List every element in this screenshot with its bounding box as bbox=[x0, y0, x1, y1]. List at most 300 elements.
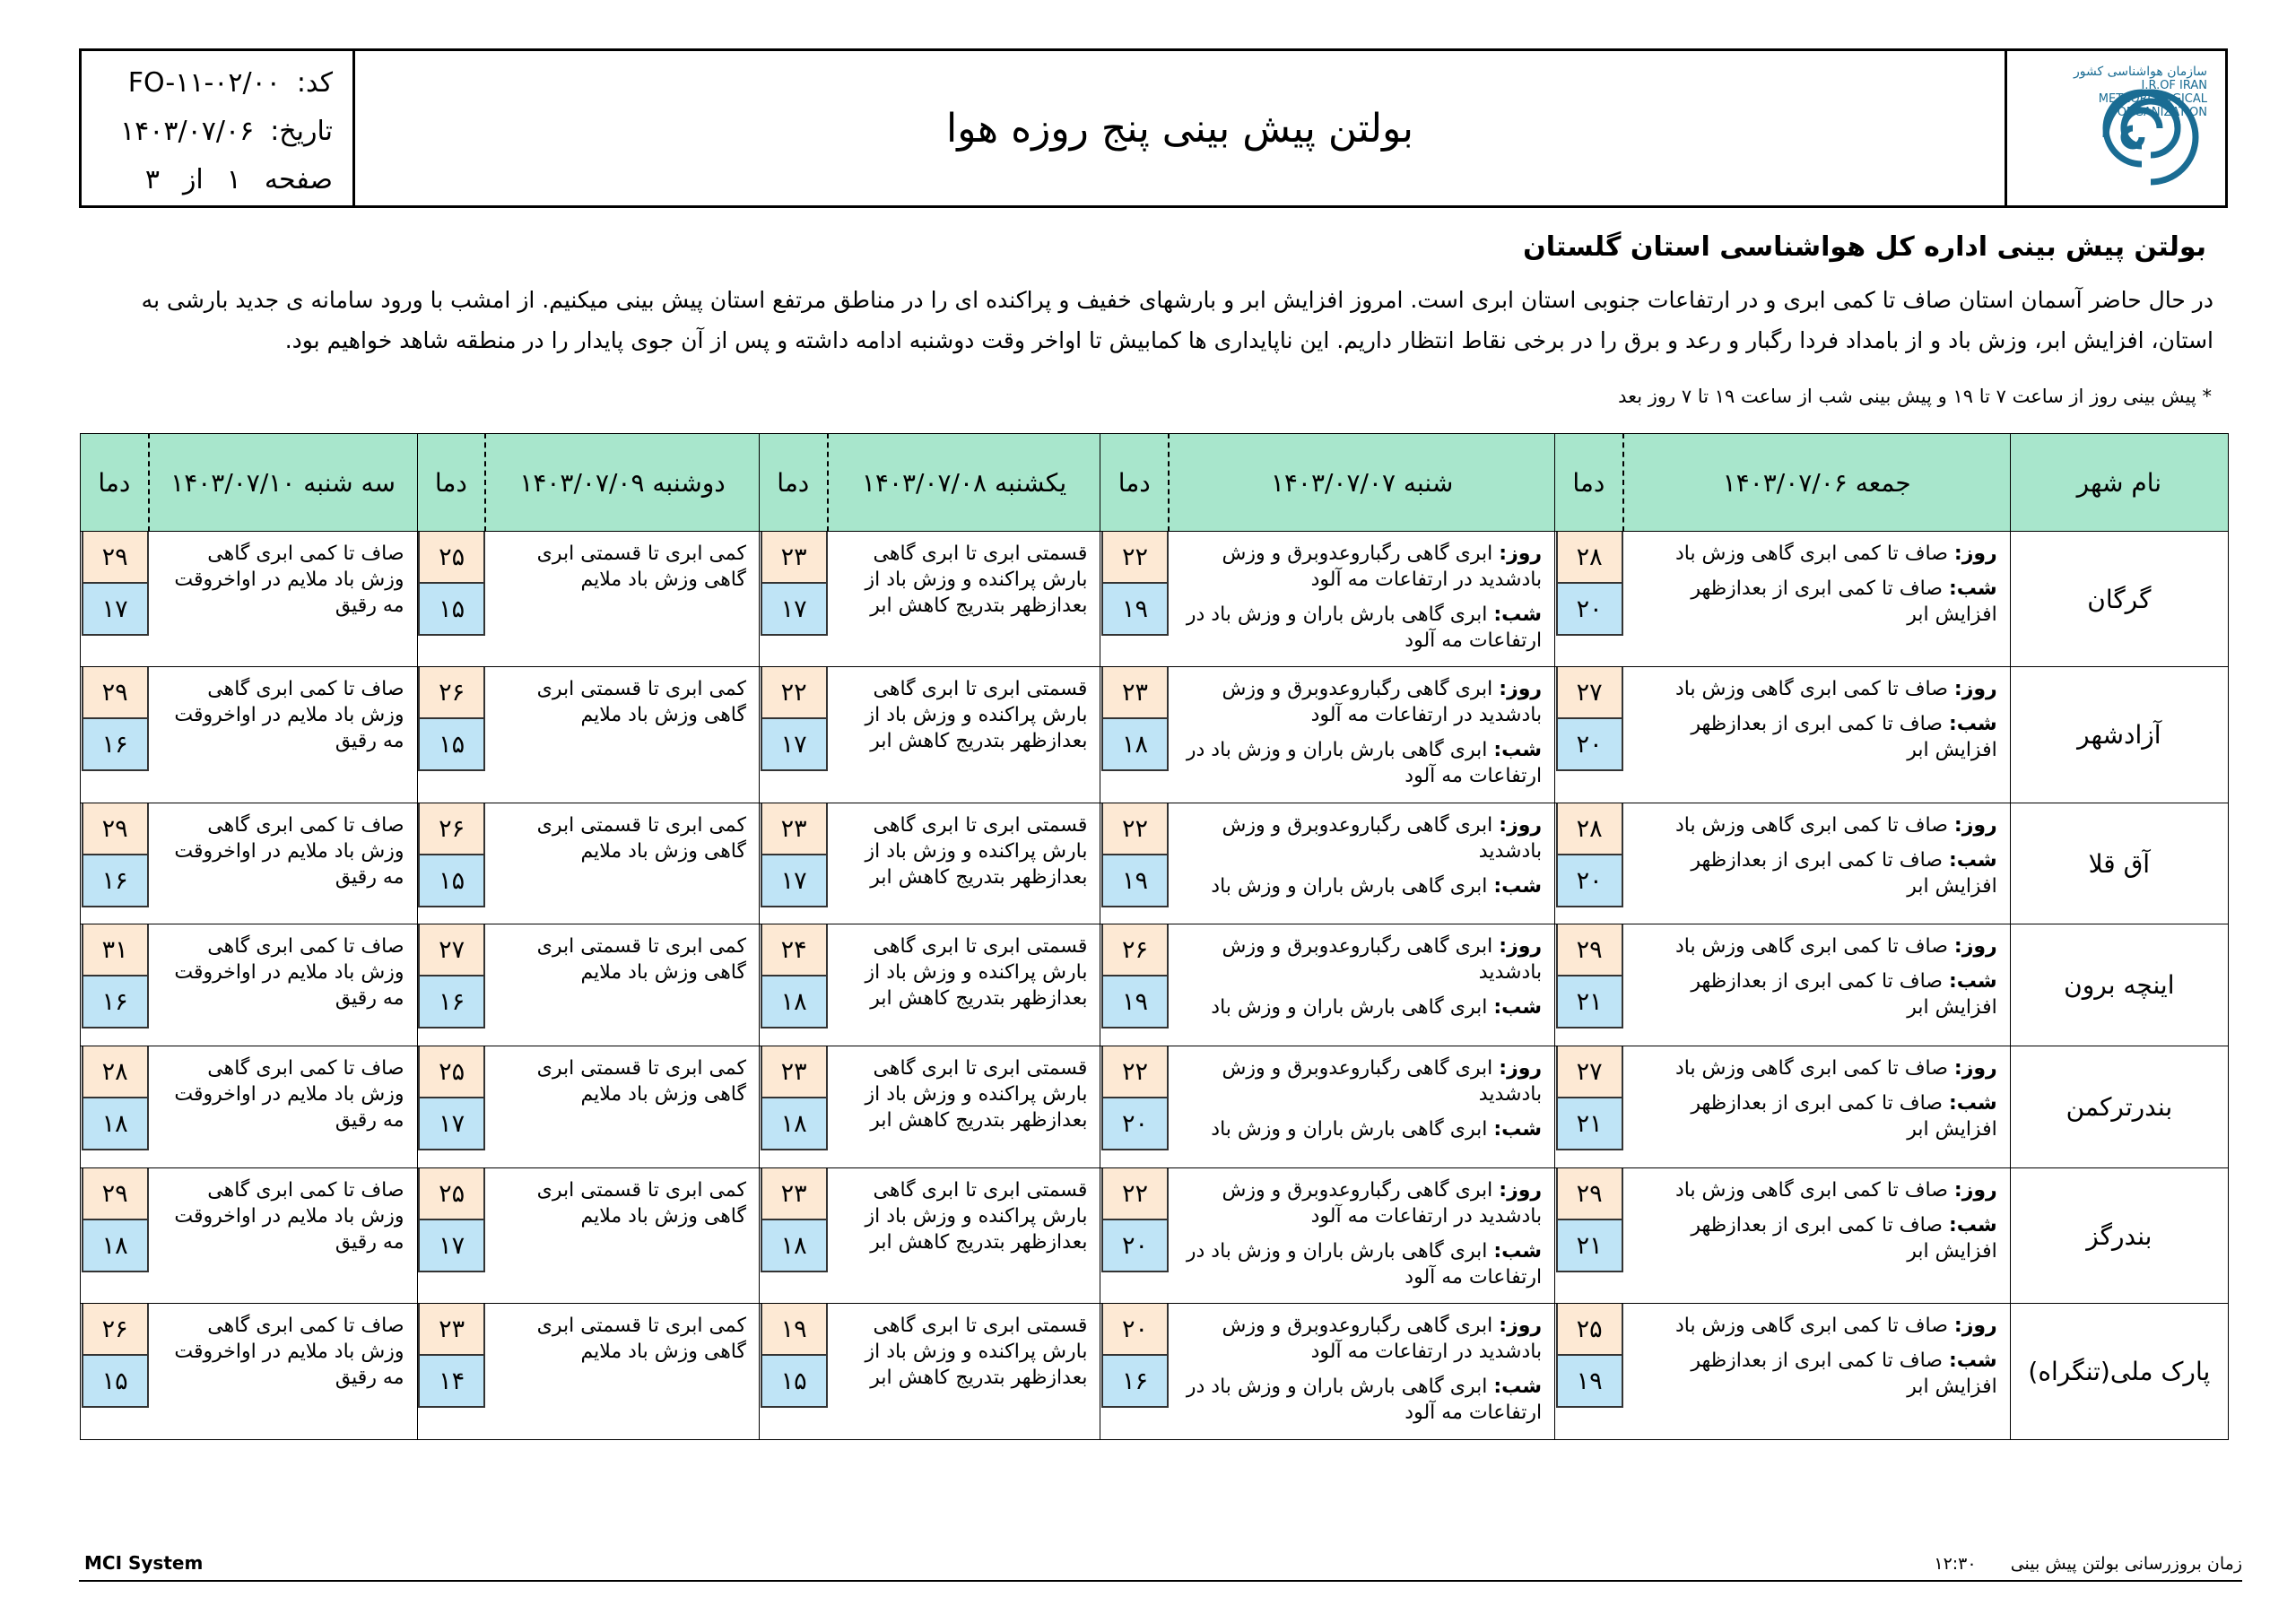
temperature-pair bbox=[418, 1046, 485, 1150]
temperature-cell bbox=[81, 532, 149, 667]
city-name: بندرترکمن bbox=[2010, 1046, 2228, 1168]
max-temperature: ۲۷ bbox=[1556, 1046, 1623, 1098]
night-text: صاف تا کمی ابری از بعدازظهر افزایش ابر bbox=[1691, 970, 1997, 1019]
temperature-pair bbox=[82, 667, 149, 771]
max-temperature: ۲۶ bbox=[418, 667, 485, 719]
min-temperature: ۱۸ bbox=[82, 1098, 149, 1150]
day-label: روز: bbox=[1499, 1179, 1543, 1202]
day-forecast bbox=[1634, 1313, 1997, 1339]
table-row bbox=[81, 1304, 2229, 1440]
code-row bbox=[128, 67, 333, 99]
temperature-pair bbox=[82, 1168, 149, 1272]
max-temperature: ۳۱ bbox=[82, 924, 149, 976]
max-temperature: ۲۳ bbox=[761, 1168, 828, 1220]
night-text: ابری گاهی بارش باران و وزش باد در ارتفاعات مه آلود bbox=[1186, 603, 1543, 652]
min-temperature: ۱۵ bbox=[761, 1356, 828, 1408]
max-temperature: ۲۷ bbox=[418, 924, 485, 976]
temperature-pair bbox=[1101, 924, 1169, 1028]
day-text: صاف تا کمی ابری گاهی وزش باد bbox=[1674, 935, 1948, 958]
temperature-cell bbox=[1100, 532, 1169, 667]
temperature-cell bbox=[1100, 1304, 1169, 1440]
max-temperature: ۲۸ bbox=[1556, 803, 1623, 855]
day-label: روز: bbox=[1499, 1315, 1543, 1337]
day-column-header: جمعه ۱۴۰۳/۰۷/۰۶ bbox=[1623, 434, 2011, 532]
temperature-cell bbox=[81, 1046, 149, 1168]
min-temperature: ۲۰ bbox=[1556, 719, 1623, 771]
temperature-pair bbox=[1556, 803, 1623, 907]
forecast-description bbox=[485, 803, 759, 924]
day-text: ابری گاهی رگباروعدوبرق و وزش بادشدید bbox=[1222, 935, 1543, 984]
night-label: شب: bbox=[1493, 996, 1543, 1019]
logo-text-en2: METEOROLOGICAL bbox=[2098, 92, 2207, 106]
max-temperature: ۱۹ bbox=[761, 1304, 828, 1356]
min-temperature: ۲۱ bbox=[1556, 1098, 1623, 1150]
date-label: تاریخ: bbox=[270, 116, 333, 147]
night-forecast bbox=[1179, 873, 1542, 899]
day-forecast bbox=[1179, 541, 1542, 593]
temperature-pair bbox=[418, 667, 485, 771]
max-temperature: ۲۷ bbox=[1556, 667, 1623, 719]
temperature-cell bbox=[759, 667, 827, 803]
day-text: صاف تا کمی ابری گاهی وزش باد bbox=[1674, 678, 1948, 700]
day-label: روز: bbox=[1953, 1057, 1997, 1080]
forecast-description bbox=[149, 1046, 417, 1168]
day-forecast bbox=[1179, 1313, 1542, 1365]
forecast-text: کمی ابری تا قسمتی ابری گاهی وزش باد ملایم bbox=[536, 1315, 746, 1363]
day-text: ابری گاهی رگباروعدوبرق و وزش بادشدید bbox=[1222, 814, 1543, 863]
max-temperature: ۲۳ bbox=[761, 803, 828, 855]
forecast-text: قسمتی ابری تا ابری گاهی بارش پراکنده و وزش باد از بعدازظهر بتدریج کاهش ابر bbox=[865, 1315, 1088, 1389]
temperature-pair bbox=[1101, 1168, 1169, 1272]
temperature-pair bbox=[1101, 667, 1169, 771]
forecast-text: قسمتی ابری تا ابری گاهی بارش پراکنده و وزش باد از بعدازظهر بتدریج کاهش ابر bbox=[865, 1179, 1088, 1254]
max-temperature: ۲۳ bbox=[761, 532, 828, 584]
page-number: ۱ bbox=[226, 164, 241, 195]
min-temperature: ۱۷ bbox=[761, 584, 828, 636]
temperature-pair bbox=[1101, 1046, 1169, 1150]
min-temperature: ۲۰ bbox=[1101, 1098, 1169, 1150]
temp-column-header: دما bbox=[1100, 434, 1169, 532]
min-temperature: ۱۵ bbox=[418, 584, 485, 636]
day-label: روز: bbox=[1499, 814, 1543, 837]
temperature-pair bbox=[761, 667, 828, 771]
temperature-cell bbox=[1100, 667, 1169, 803]
min-temperature: ۱۸ bbox=[761, 1220, 828, 1272]
bulletin-header bbox=[79, 48, 2228, 208]
max-temperature: ۲۶ bbox=[82, 1304, 149, 1356]
temperature-cell bbox=[417, 1304, 485, 1440]
day-forecast bbox=[1634, 933, 1997, 959]
min-temperature: ۱۷ bbox=[418, 1098, 485, 1150]
temperature-pair bbox=[761, 1046, 828, 1150]
forecast-description bbox=[149, 803, 417, 924]
temperature-cell bbox=[1555, 532, 1623, 667]
temp-column-header: دما bbox=[81, 434, 149, 532]
city-name: آق قلا bbox=[2010, 803, 2228, 924]
night-label: شب: bbox=[1493, 875, 1543, 898]
night-forecast bbox=[1634, 711, 1997, 763]
code-value: FO-۱۱-۰۲/۰۰ bbox=[127, 67, 281, 99]
min-temperature: ۱۸ bbox=[761, 976, 828, 1028]
max-temperature: ۲۲ bbox=[1101, 532, 1169, 584]
city-name: پارک ملی(تنگراه) bbox=[2010, 1304, 2228, 1440]
code-label: کد: bbox=[296, 67, 333, 99]
max-temperature: ۲۵ bbox=[418, 1168, 485, 1220]
min-temperature: ۱۷ bbox=[761, 855, 828, 907]
max-temperature: ۲۲ bbox=[761, 667, 828, 719]
day-label: روز: bbox=[1953, 1315, 1997, 1337]
date-row bbox=[120, 116, 333, 147]
night-label: شب: bbox=[1493, 603, 1543, 626]
day-column-header: سه شنبه ۱۴۰۳/۰۷/۱۰ bbox=[149, 434, 417, 532]
table-row bbox=[81, 532, 2229, 667]
night-text: ابری گاهی بارش باران و وزش باد در ارتفاعات مه آلود bbox=[1186, 739, 1543, 787]
forecast-description bbox=[828, 667, 1100, 803]
forecast-text: قسمتی ابری تا ابری گاهی بارش پراکنده و وزش باد از بعدازظهر بتدریج کاهش ابر bbox=[865, 935, 1088, 1010]
night-label: شب: bbox=[1948, 713, 1997, 735]
table-row bbox=[81, 1046, 2229, 1168]
temperature-pair bbox=[1101, 803, 1169, 907]
night-text: صاف تا کمی ابری از بعدازظهر افزایش ابر bbox=[1691, 849, 1997, 898]
min-temperature: ۱۸ bbox=[761, 1098, 828, 1150]
min-temperature: ۲۰ bbox=[1101, 1220, 1169, 1272]
max-temperature: ۲۲ bbox=[1101, 803, 1169, 855]
temperature-pair bbox=[1556, 667, 1623, 771]
day-text: ابری گاهی رگباروعدوبرق و وزش بادشدید در ارتفاعات مه آلود bbox=[1222, 542, 1543, 591]
day-text: صاف تا کمی ابری گاهی وزش باد bbox=[1674, 542, 1948, 565]
logo-text bbox=[2050, 65, 2207, 119]
day-text: ابری گاهی رگباروعدوبرق و وزش بادشدید bbox=[1222, 1057, 1543, 1106]
max-temperature: ۲۶ bbox=[1101, 924, 1169, 976]
day-label: روز: bbox=[1953, 1179, 1997, 1202]
day-forecast bbox=[1634, 1055, 1997, 1081]
night-text: ابری گاهی بارش باران و وزش باد در ارتفاعات مه آلود bbox=[1186, 1376, 1543, 1424]
min-temperature: ۱۶ bbox=[82, 976, 149, 1028]
forecast-description bbox=[828, 1304, 1100, 1440]
day-column-header: دوشنبه ۱۴۰۳/۰۷/۰۹ bbox=[485, 434, 759, 532]
night-text: صاف تا کمی ابری از بعدازظهر افزایش ابر bbox=[1691, 577, 1997, 626]
forecast-description bbox=[828, 924, 1100, 1046]
date-value: ۱۴۰۳/۰۷/۰۶ bbox=[120, 116, 255, 147]
max-temperature: ۲۳ bbox=[418, 1304, 485, 1356]
temperature-pair bbox=[1101, 532, 1169, 636]
forecast-description bbox=[1169, 1168, 1555, 1304]
max-temperature: ۲۹ bbox=[82, 803, 149, 855]
forecast-description bbox=[485, 532, 759, 667]
min-temperature: ۲۱ bbox=[1556, 976, 1623, 1028]
forecast-description bbox=[828, 532, 1100, 667]
day-forecast bbox=[1179, 812, 1542, 864]
day-label: روز: bbox=[1953, 678, 1997, 700]
city-name: اینچه برون bbox=[2010, 924, 2228, 1046]
temperature-cell bbox=[1100, 1046, 1169, 1168]
night-forecast bbox=[1634, 847, 1997, 899]
night-text: ابری گاهی بارش باران و وزش باد bbox=[1211, 996, 1488, 1019]
forecast-description bbox=[828, 1168, 1100, 1304]
min-temperature: ۲۰ bbox=[1556, 855, 1623, 907]
day-label: روز: bbox=[1499, 542, 1543, 565]
forecast-description bbox=[1169, 803, 1555, 924]
temperature-pair bbox=[418, 924, 485, 1028]
night-forecast bbox=[1634, 1348, 1997, 1400]
city-column-header: نام شهر bbox=[2010, 434, 2228, 532]
day-text: صاف تا کمی ابری گاهی وزش باد bbox=[1674, 1315, 1948, 1337]
temperature-pair bbox=[82, 1304, 149, 1408]
system-name: MCI System bbox=[84, 1552, 204, 1574]
max-temperature: ۲۳ bbox=[761, 1046, 828, 1098]
temperature-cell bbox=[1100, 1168, 1169, 1304]
night-forecast bbox=[1179, 602, 1542, 654]
min-temperature: ۱۹ bbox=[1101, 976, 1169, 1028]
update-info bbox=[1934, 1554, 2242, 1574]
min-temperature: ۱۸ bbox=[82, 1220, 149, 1272]
forecast-description bbox=[1623, 667, 2011, 803]
night-forecast bbox=[1179, 737, 1542, 789]
max-temperature: ۲۲ bbox=[1101, 1046, 1169, 1098]
temperature-cell bbox=[81, 1304, 149, 1440]
max-temperature: ۲۰ bbox=[1101, 1304, 1169, 1356]
max-temperature: ۲۹ bbox=[82, 667, 149, 719]
min-temperature: ۱۶ bbox=[418, 976, 485, 1028]
day-column-header: یکشنبه ۱۴۰۳/۰۷/۰۸ bbox=[828, 434, 1100, 532]
night-label: شب: bbox=[1948, 970, 1997, 993]
forecast-description bbox=[1169, 667, 1555, 803]
night-text: صاف تا کمی ابری از بعدازظهر افزایش ابر bbox=[1691, 713, 1997, 761]
day-forecast bbox=[1179, 676, 1542, 728]
min-temperature: ۱۵ bbox=[418, 855, 485, 907]
page-title: بولتن پیش بینی پنج روزه هوا bbox=[945, 105, 1414, 152]
temperature-cell bbox=[759, 1304, 827, 1440]
forecast-description bbox=[1623, 1046, 2011, 1168]
night-label: شب: bbox=[1493, 739, 1543, 761]
forecast-description bbox=[1623, 532, 2011, 667]
min-temperature: ۱۹ bbox=[1556, 1356, 1623, 1408]
logo-text-en3: ORGANIZATION bbox=[2117, 106, 2207, 119]
temperature-pair bbox=[1556, 1304, 1623, 1408]
forecast-note: * پیش بینی روز از ساعت ۷ تا ۱۹ و پیش بینی شب از ساعت ۱۹ تا ۷ روز بعد bbox=[1618, 386, 2212, 407]
forecast-text: کمی ابری تا قسمتی ابری گاهی وزش باد ملایم bbox=[536, 1179, 746, 1228]
temperature-cell bbox=[1555, 1304, 1623, 1440]
night-text: صاف تا کمی ابری از بعدازظهر افزایش ابر bbox=[1691, 1092, 1997, 1141]
temp-column-header: دما bbox=[1555, 434, 1623, 532]
temperature-pair bbox=[82, 532, 149, 636]
forecast-text: صاف تا کمی ابری گاهی وزش باد ملایم در اواخروقت مه رقیق bbox=[174, 1057, 404, 1132]
day-forecast bbox=[1179, 1177, 1542, 1229]
max-temperature: ۲۹ bbox=[82, 1168, 149, 1220]
forecast-description bbox=[1169, 924, 1555, 1046]
night-forecast bbox=[1634, 968, 1997, 1020]
day-text: ابری گاهی رگباروعدوبرق و وزش بادشدید در ارتفاعات مه آلود bbox=[1222, 1179, 1543, 1228]
night-label: شب: bbox=[1948, 1214, 1997, 1237]
forecast-table bbox=[80, 433, 2229, 1440]
temperature-cell bbox=[417, 924, 485, 1046]
forecast-description bbox=[149, 1304, 417, 1440]
temperature-cell bbox=[1555, 1046, 1623, 1168]
day-forecast bbox=[1179, 933, 1542, 985]
city-name: آزادشهر bbox=[2010, 667, 2228, 803]
night-forecast bbox=[1179, 994, 1542, 1020]
night-text: ابری گاهی بارش باران و وزش باد bbox=[1211, 1118, 1488, 1141]
temperature-pair bbox=[761, 1168, 828, 1272]
city-name: بندرگز bbox=[2010, 1168, 2228, 1304]
forecast-text: قسمتی ابری تا ابری گاهی بارش پراکنده و وزش باد از بعدازظهر بتدریج کاهش ابر bbox=[865, 1057, 1088, 1132]
night-forecast bbox=[1634, 1090, 1997, 1142]
temperature-cell bbox=[417, 803, 485, 924]
night-forecast bbox=[1179, 1116, 1542, 1142]
forecast-text: کمی ابری تا قسمتی ابری گاهی وزش باد ملایم bbox=[536, 935, 746, 984]
day-forecast bbox=[1634, 812, 1997, 838]
table-row bbox=[81, 803, 2229, 924]
forecast-description bbox=[485, 924, 759, 1046]
max-temperature: ۲۹ bbox=[82, 532, 149, 584]
min-temperature: ۲۱ bbox=[1556, 1220, 1623, 1272]
temperature-cell bbox=[759, 924, 827, 1046]
forecast-description bbox=[485, 667, 759, 803]
document-meta bbox=[82, 51, 355, 205]
day-text: ابری گاهی رگباروعدوبرق و وزش بادشدید در ارتفاعات مه آلود bbox=[1222, 678, 1543, 726]
temperature-cell bbox=[81, 1168, 149, 1304]
forecast-text: صاف تا کمی ابری گاهی وزش باد ملایم در اواخروقت مه رقیق bbox=[174, 814, 404, 889]
temperature-pair bbox=[761, 1304, 828, 1408]
forecast-description bbox=[1623, 1304, 2011, 1440]
min-temperature: ۱۶ bbox=[82, 855, 149, 907]
temperature-pair bbox=[82, 1046, 149, 1150]
forecast-description bbox=[1623, 924, 2011, 1046]
day-forecast bbox=[1634, 676, 1997, 702]
temperature-pair bbox=[418, 803, 485, 907]
table-row bbox=[81, 1168, 2229, 1304]
logo-text-en1: I.R.OF IRAN bbox=[2141, 79, 2207, 92]
temperature-pair bbox=[1101, 1304, 1169, 1408]
forecast-text: کمی ابری تا قسمتی ابری گاهی وزش باد ملایم bbox=[536, 814, 746, 863]
night-text: صاف تا کمی ابری از بعدازظهر افزایش ابر bbox=[1691, 1214, 1997, 1263]
day-label: روز: bbox=[1499, 935, 1543, 958]
intro-paragraph: در حال حاضر آسمان استان صاف تا کمی ابری و در ارتفاعات جنوبی استان ابری است. امروز افزایش ابر و بارشهای خفیف و پراکنده ای را در مناطق مرتفع استان پیش بینی میکنیم. از امشب با ورود سامانه ی جدید بارشی به استان، افزایش ابر، وزش باد و از بامداد فردا رگبار و رعد و برق را در برخی نقاط انتظار داریم. این ناپایداری ها کمابیش تا اواخر وقت دوشنبه ادامه داشته و پس از آن جوی پایدار را در منطقه شاهد خواهیم بود. bbox=[141, 287, 2213, 353]
forecast-description bbox=[485, 1046, 759, 1168]
forecast-text: صاف تا کمی ابری گاهی وزش باد ملایم در اواخروقت مه رقیق bbox=[174, 678, 404, 752]
temperature-pair bbox=[418, 1168, 485, 1272]
temperature-pair bbox=[418, 1304, 485, 1408]
temperature-cell bbox=[759, 1046, 827, 1168]
forecast-text: قسمتی ابری تا ابری گاهی بارش پراکنده و وزش باد از بعدازظهر بتدریج کاهش ابر bbox=[865, 814, 1088, 889]
page-total: ۳ bbox=[144, 164, 160, 195]
day-column-header: شنبه ۱۴۰۳/۰۷/۰۷ bbox=[1169, 434, 1555, 532]
temperature-pair bbox=[1556, 1168, 1623, 1272]
temp-column-header: دما bbox=[759, 434, 827, 532]
page-label: صفحه bbox=[264, 164, 333, 195]
temperature-cell bbox=[1555, 924, 1623, 1046]
day-text: صاف تا کمی ابری گاهی وزش باد bbox=[1674, 814, 1948, 837]
page-of: از bbox=[182, 164, 204, 195]
temperature-cell bbox=[1555, 803, 1623, 924]
max-temperature: ۲۴ bbox=[761, 924, 828, 976]
forecast-description bbox=[1169, 532, 1555, 667]
temperature-cell bbox=[1555, 1168, 1623, 1304]
temperature-pair bbox=[418, 532, 485, 636]
night-label: شب: bbox=[1493, 1240, 1543, 1263]
night-label: شب: bbox=[1948, 1350, 1997, 1372]
day-forecast bbox=[1179, 1055, 1542, 1107]
max-temperature: ۲۲ bbox=[1101, 1168, 1169, 1220]
temperature-pair bbox=[82, 803, 149, 907]
temperature-pair bbox=[761, 803, 828, 907]
temperature-pair bbox=[1556, 532, 1623, 636]
temperature-cell bbox=[81, 667, 149, 803]
day-text: ابری گاهی رگباروعدوبرق و وزش بادشدید در ارتفاعات مه آلود bbox=[1222, 1315, 1543, 1363]
forecast-description bbox=[485, 1168, 759, 1304]
forecast-description bbox=[1623, 803, 2011, 924]
table-row bbox=[81, 924, 2229, 1046]
forecast-text: صاف تا کمی ابری گاهی وزش باد ملایم در اواخروقت مه رقیق bbox=[174, 1179, 404, 1254]
min-temperature: ۱۴ bbox=[418, 1356, 485, 1408]
logo-text-fa: سازمان هواشناسی کشور bbox=[2074, 65, 2207, 79]
max-temperature: ۲۵ bbox=[1556, 1304, 1623, 1356]
night-label: شب: bbox=[1493, 1376, 1543, 1398]
forecast-description bbox=[828, 1046, 1100, 1168]
temperature-cell bbox=[759, 1168, 827, 1304]
day-text: صاف تا کمی ابری گاهی وزش باد bbox=[1674, 1057, 1948, 1080]
temperature-cell bbox=[417, 1046, 485, 1168]
temperature-cell bbox=[1100, 924, 1169, 1046]
day-label: روز: bbox=[1953, 814, 1997, 837]
forecast-description bbox=[828, 803, 1100, 924]
night-label: شب: bbox=[1948, 1092, 1997, 1115]
night-forecast bbox=[1179, 1374, 1542, 1426]
min-temperature: ۱۷ bbox=[418, 1220, 485, 1272]
forecast-description bbox=[485, 1304, 759, 1440]
max-temperature: ۲۳ bbox=[1101, 667, 1169, 719]
temperature-pair bbox=[761, 924, 828, 1028]
temperature-pair bbox=[1556, 1046, 1623, 1150]
night-text: صاف تا کمی ابری از بعدازظهر افزایش ابر bbox=[1691, 1350, 1997, 1398]
temperature-cell bbox=[81, 803, 149, 924]
day-label: روز: bbox=[1953, 935, 1997, 958]
forecast-text: کمی ابری تا قسمتی ابری گاهی وزش باد ملایم bbox=[536, 542, 746, 591]
min-temperature: ۱۷ bbox=[82, 584, 149, 636]
temperature-cell bbox=[759, 532, 827, 667]
night-text: ابری گاهی بارش باران و وزش باد در ارتفاعات مه آلود bbox=[1186, 1240, 1543, 1289]
max-temperature: ۲۵ bbox=[418, 1046, 485, 1098]
organization-logo bbox=[2005, 51, 2225, 205]
min-temperature: ۱۶ bbox=[82, 719, 149, 771]
forecast-text: کمی ابری تا قسمتی ابری گاهی وزش باد ملایم bbox=[536, 1057, 746, 1106]
forecast-description bbox=[1169, 1304, 1555, 1440]
forecast-text: کمی ابری تا قسمتی ابری گاهی وزش باد ملایم bbox=[536, 678, 746, 726]
temperature-cell bbox=[417, 1168, 485, 1304]
update-time: ۱۲:۳۰ bbox=[1934, 1554, 1977, 1574]
day-label: روز: bbox=[1499, 678, 1543, 700]
min-temperature: ۱۸ bbox=[1101, 719, 1169, 771]
city-name: گرگان bbox=[2010, 532, 2228, 667]
night-text: ابری گاهی بارش باران و وزش باد bbox=[1211, 875, 1488, 898]
max-temperature: ۲۸ bbox=[1556, 532, 1623, 584]
temp-column-header: دما bbox=[417, 434, 485, 532]
forecast-text: صاف تا کمی ابری گاهی وزش باد ملایم در اواخروقت مه رقیق bbox=[174, 935, 404, 1010]
min-temperature: ۱۷ bbox=[761, 719, 828, 771]
temperature-pair bbox=[82, 924, 149, 1028]
max-temperature: ۲۵ bbox=[418, 532, 485, 584]
forecast-description bbox=[149, 1168, 417, 1304]
max-temperature: ۲۸ bbox=[82, 1046, 149, 1098]
table-row bbox=[81, 667, 2229, 803]
temperature-pair bbox=[1556, 924, 1623, 1028]
forecast-text: صاف تا کمی ابری گاهی وزش باد ملایم در اواخروقت مه رقیق bbox=[174, 1315, 404, 1389]
forecast-text: قسمتی ابری تا ابری گاهی بارش پراکنده و وزش باد از بعدازظهر بتدریج کاهش ابر bbox=[865, 542, 1088, 617]
day-forecast bbox=[1634, 1177, 1997, 1203]
forecast-table-body bbox=[81, 532, 2229, 1440]
temperature-cell bbox=[81, 924, 149, 1046]
min-temperature: ۱۹ bbox=[1101, 855, 1169, 907]
